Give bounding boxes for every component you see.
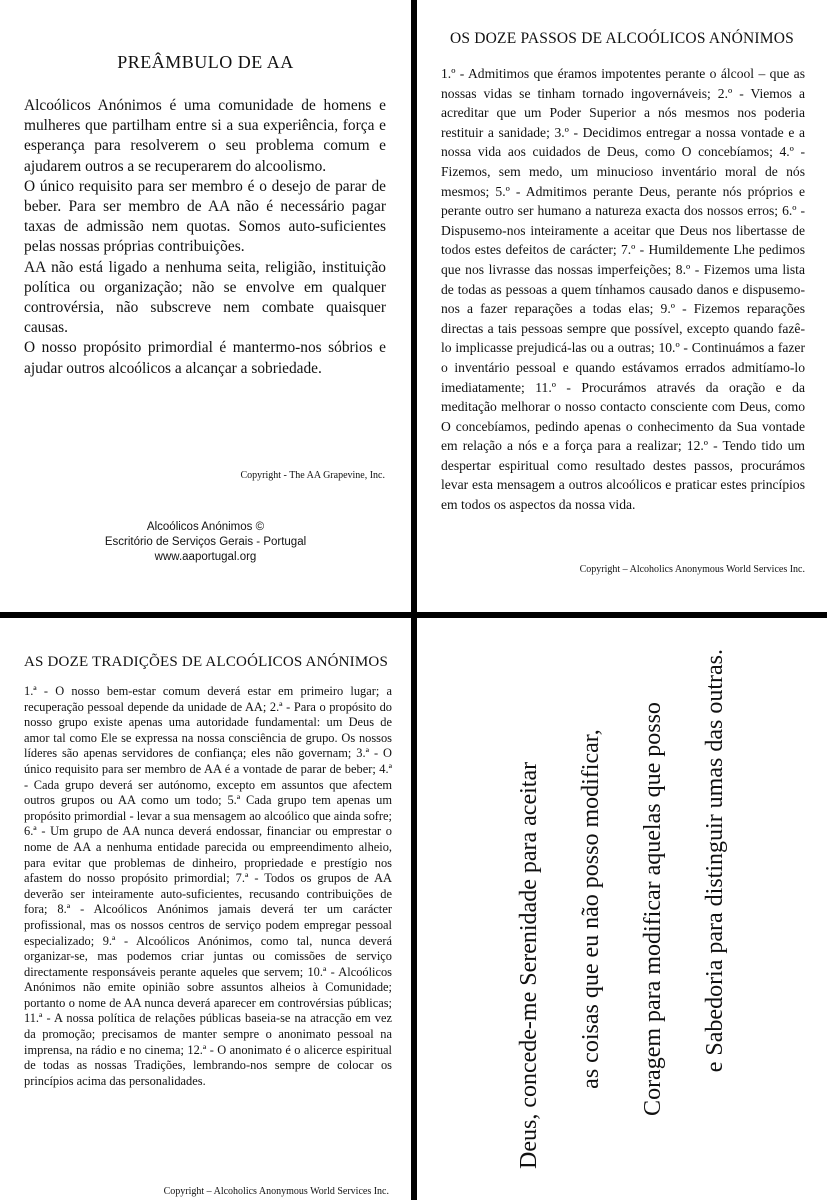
twelve-traditions-panel <box>0 618 411 1200</box>
preamble-body <box>24 96 386 379</box>
steps-title: OS DOZE PASSOS DE ALCOÓLICOS ANÓNIMOS <box>449 30 794 47</box>
preamble-paragraph: O único requisito para ser membro é o desejo de parar de beber. Para ser membro de AA não é necessário pagar taxas de admissão nem quotas. Somos auto-suficientes pelas nossas próprias contribuições. <box>24 177 386 256</box>
organization-info <box>0 520 411 565</box>
org-name: Alcoólicos Anónimos © <box>146 521 265 533</box>
preamble-panel <box>0 0 411 612</box>
prayer-line: Coragem para modificar aquelas que posso <box>640 702 666 1116</box>
traditions-title: AS DOZE TRADIÇÕES DE ALCOÓLICOS ANÓNIMOS <box>24 654 388 670</box>
org-website: www.aaportugal.org <box>154 551 257 563</box>
prayer-line: e Sabedoria para distinguir umas das outras. <box>702 649 728 1073</box>
preamble-paragraph: AA não está ligado a nenhuma seita, religião, instituição política ou organização; não se envolve em qualquer controvérsia, não subscreve nem combate quaisquer causas. <box>24 258 386 337</box>
preamble-title: PREÂMBULO DE AA <box>117 52 294 72</box>
twelve-steps-panel <box>417 0 827 612</box>
preamble-copyright: Copyright - The AA Grapevine, Inc. <box>240 470 385 481</box>
org-office: Escritório de Serviços Gerais - Portugal <box>104 536 307 548</box>
preamble-paragraph: O nosso propósito primordial é mantermo-nos sóbrios e ajudar outros alcoólicos a alcançar a sobriedade. <box>24 339 386 377</box>
serenity-prayer <box>498 649 746 1169</box>
traditions-copyright: Copyright – Alcoholics Anonymous World Services Inc. <box>163 1186 389 1197</box>
steps-text: 1.º - Admitimos que éramos impotentes perante o álcool – que as nossas vidas se tinham tornado ingovernáveis; 2.º - Viemos a acreditar que um Poder Superior a nós mesmos nos poderia restituir a sanidade; 3.º - Decidimos entregar a nossa vontade e a nossa vida aos cuidados de Deus, como O concebíamos; 4.º - Fizemos, sem medo, um minucioso inventário moral de nós mesmos; 5.º - Admitimos perante Deus, perante nós próprios e perante outro ser humano a natureza exacta dos nossos erros; 6.º - Dispusemo-nos inteiramente a aceitar que Deus nos libertasse de todos estes defeitos de carácter; 7.º - Humildemente Lhe pedimos que nos livrasse das nossas imperfeições; 8.º - Fizemos uma lista de todas as pessoas a quem tínhamos causado danos e dispusemo-nos a fazer reparações a todas elas; 9.º - Fizemos reparações directas a tais pessoas sempre que possível, excepto quando fazê-lo implicasse prejudicá-las ou a outras; 10.º - Continuámos a fazer o inventário pessoal e quando estávamos errados admitíamo-lo imediatamente; 11.º - Procurámos através da oração e da meditação melhorar o nosso contacto consciente com Deus, como O concebíamos, pedindo apenas o conhecimento da Sua vontade em relação a nós e a força para a realizar; 12.º - Tendo tido um despertar espiritual como resultado destes passos, procurámos levar esta mensagem a outros alcoólicos e praticar estes princípios em todos os aspectos da nossa vida. <box>441 66 805 513</box>
prayer-line: Deus, concede-me Serenidade para aceitar <box>516 761 542 1169</box>
steps-copyright: Copyright – Alcoholics Anonymous World Services Inc. <box>579 564 805 575</box>
prayer-container <box>417 618 827 1200</box>
serenity-prayer-panel <box>417 618 827 1200</box>
prayer-line: as coisas que eu não posso modificar, <box>578 729 604 1089</box>
preamble-paragraph: Alcoólicos Anónimos é uma comunidade de homens e mulheres que partilham entre si a sua experiência, força e esperança para resolverem o seu problema comum e ajudarem outros a se recuperarem do alcoolismo. <box>24 97 386 175</box>
traditions-text: 1.ª - O nosso bem-estar comum deverá estar em primeiro lugar; a recuperação pessoal depende da unidade de AA; 2.ª - Para o propósito do nosso grupo existe apenas uma autoridade fundamental: um Deus de amor tal como Ele se expressa na nossa consciência de grupo. Os nossos líderes são apenas servidores de confiança; eles não governam; 3.ª - O único requisito para ser membro de AA é a vontade de parar de beber; 4.ª - Cada grupo deverá ser autónomo, excepto em assuntos que afectem outros grupos ou AA como um todo; 5.ª Cada grupo tem apenas um propósito primordial - levar a sua mensagem ao alcoólico que ainda sofre; 6.ª - Um grupo de AA nunca deverá endossar, financiar ou emprestar o nome de AA a nenhuma entidade parecida ou empreendimento alheio, para evitar que problemas de dinheiro, propriedade e prestígio nos afastem do nosso propósito primordial; 7.ª - Todos os grupos de AA deverão ser inteiramente auto-suficientes, recusando contribuições de fora; 8.ª - Alcoólicos Anónimos jamais deverá ter um carácter profissional, mas os nossos centros de serviço podem empregar pessoal especializado; 9.ª - Alcoólicos Anónimos, como tal, nunca deverá organizar-se, mas podemos criar juntas ou comissões de serviço directamente responsáveis perante aqueles que servem; 10.ª - Alcoólicos Anónimos não emite opinião sobre assuntos alheios à Comunidade; portanto o nome de AA nunca deverá aparecer em controvérsias públicas; 11.ª - A nossa política de relações públicas baseia-se na atracção em vez da promoção; precisamos de manter sempre o anonimato pessoal na imprensa, na rádio e no cinema; 12.ª - O anonimato é o alicerce espiritual de todas as nossas Tradições, lembrando-nos sempre de colocar os princípios acima das personalidades. <box>24 684 392 1088</box>
